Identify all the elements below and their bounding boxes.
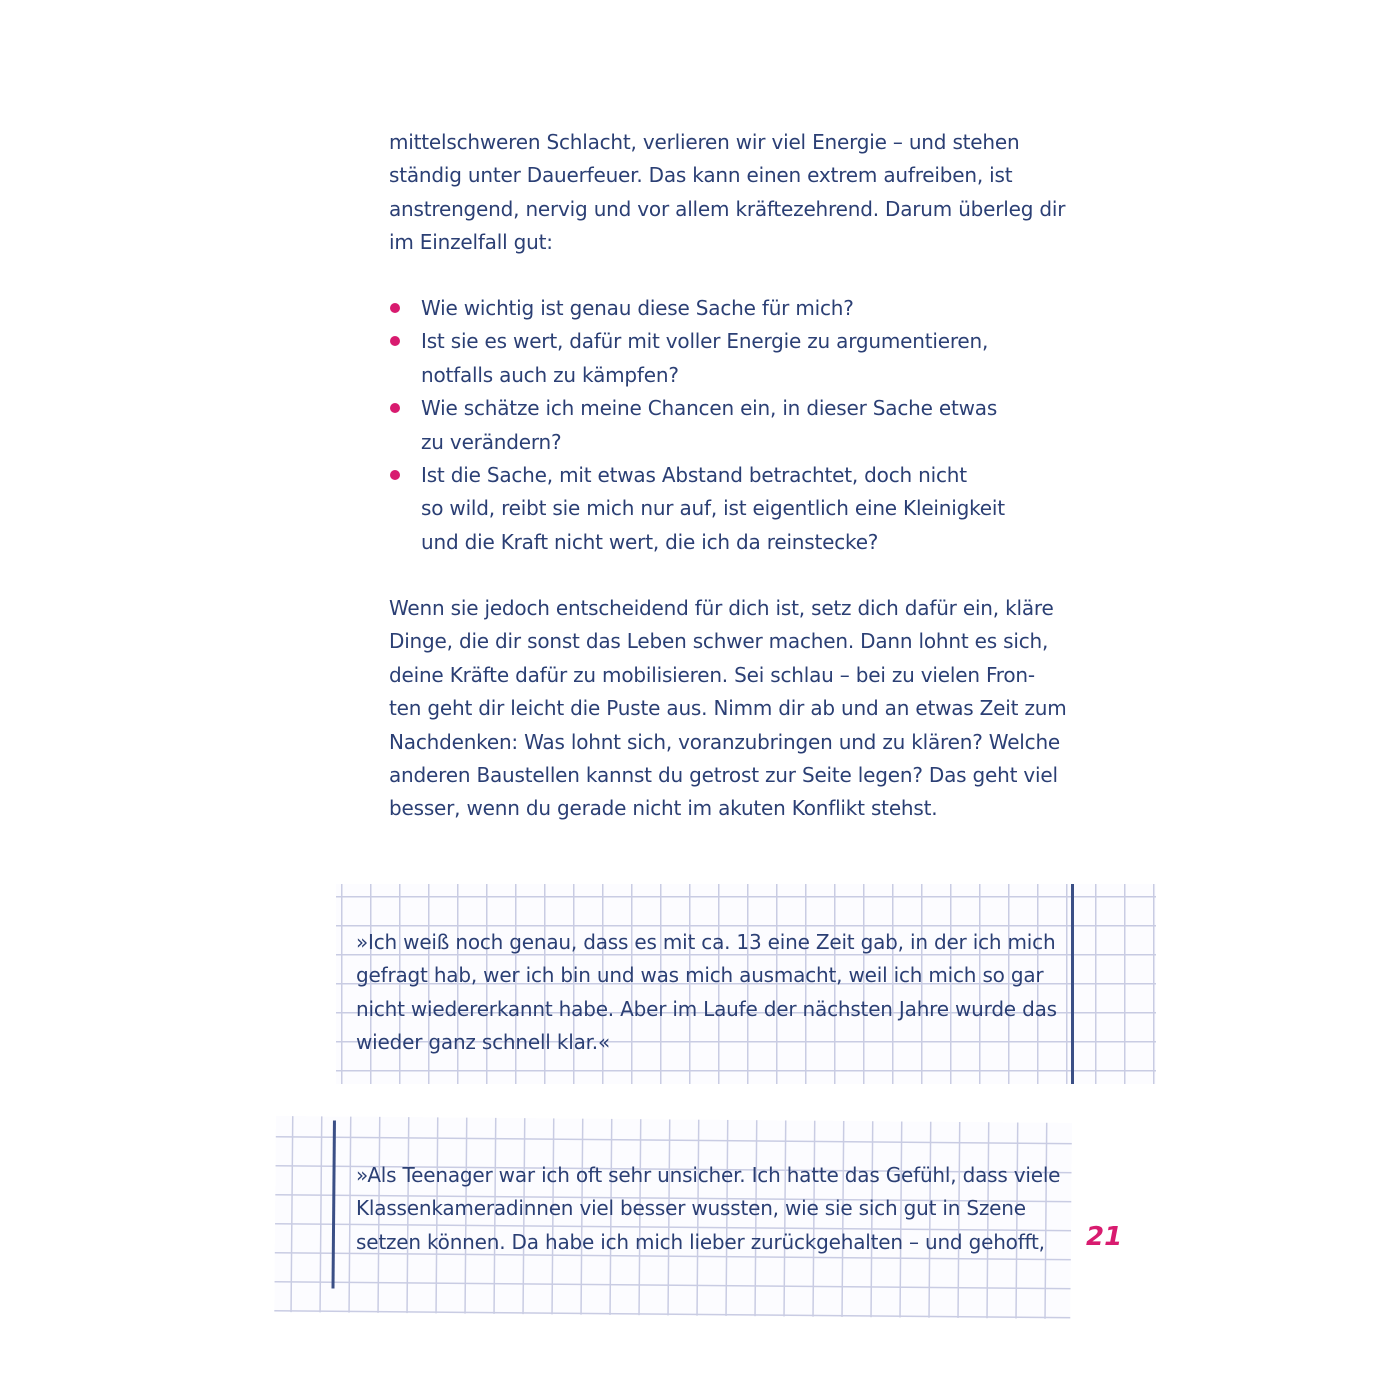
margin-line — [1071, 884, 1074, 1084]
text-line: Wie schätze ich meine Chancen ein, in dieser Sache etwas — [421, 396, 998, 421]
quote-line: nicht wiedererkannt habe. Aber im Laufe der nächsten Jahre wurde das — [356, 996, 1057, 1021]
text-line: so wild, reibt sie mich nur auf, ist eigentlich eine Kleinigkeit — [421, 496, 1005, 521]
text-line: Wie wichtig ist genau diese Sache für mich? — [421, 296, 854, 320]
quote-line: setzen können. Da habe ich mich lieber zurückgehalten – und gehofft, — [356, 1229, 1045, 1254]
quote-line: wieder ganz schnell klar.« — [356, 1030, 610, 1055]
quote-line: »Ich weiß noch genau, dass es mit ca. 13 eine Zeit gab, in der ich mich — [356, 930, 1056, 954]
quote-line: Klassenkameradinnen viel besser wussten, wie sie sich gut in Szene — [356, 1196, 1026, 1221]
quote-line: gefragt hab, wer ich bin und was mich ausmacht, weil ich mich so gar — [356, 963, 1044, 988]
margin-line — [331, 1120, 335, 1288]
quote-2 — [356, 1159, 1060, 1259]
paragraph-advice — [389, 592, 1069, 826]
list-item — [389, 292, 1069, 325]
bullet-dot-icon — [390, 403, 400, 413]
text-line: notfalls auch zu kämpfen? — [421, 362, 679, 387]
bullet-dot-icon — [390, 470, 400, 480]
text-line: anstrengend, nervig und vor allem kräftezehrend. Darum überleg dir — [389, 196, 1066, 221]
text-line: zu verändern? — [421, 429, 562, 454]
list-item — [389, 392, 1069, 459]
text-line: Wenn sie jedoch entscheidend für dich ist, setz dich dafür ein, kläre — [389, 596, 1054, 620]
paragraph-intro — [389, 126, 1069, 260]
text-line: ständig unter Dauerfeuer. Das kann einen extrem aufreiben, ist — [389, 163, 1013, 188]
text-line: Dinge, die dir sonst das Leben schwer machen. Dann lohnt es sich, — [389, 629, 1049, 654]
quote-1 — [356, 926, 1057, 1060]
text-line: und die Kraft nicht wert, die ich da reinstecke? — [421, 529, 879, 554]
quote-line: »Als Teenager war ich oft sehr unsicher. Ich hatte das Gefühl, dass viele — [356, 1163, 1061, 1187]
text-line: im Einzelfall gut: — [389, 230, 553, 255]
list-item — [389, 325, 1069, 392]
text-line: deine Kräfte dafür zu mobilisieren. Sei schlau – bei zu vielen Fron- — [389, 662, 1035, 687]
text-line: anderen Baustellen kannst du getrost zur Seite legen? Das geht viel — [389, 762, 1058, 787]
text-line: Nachdenken: Was lohnt sich, voranzubringen und zu klären? Welche — [389, 729, 1061, 754]
text-line: ten geht dir leicht die Puste aus. Nimm dir ab und an etwas Zeit zum — [389, 696, 1067, 721]
text-line: Ist sie es wert, dafür mit voller Energie zu argumentieren, — [421, 329, 989, 354]
bullet-dot-icon — [390, 303, 400, 313]
list-item — [389, 459, 1069, 559]
question-list — [389, 292, 1069, 559]
bullet-dot-icon — [390, 336, 400, 346]
text-line: besser, wenn du gerade nicht im akuten Konflikt stehst. — [389, 796, 938, 821]
text-line: Ist die Sache, mit etwas Abstand betrachtet, doch nicht — [421, 462, 967, 487]
page-number: 21 — [1086, 1222, 1123, 1252]
text-line: mittelschweren Schlacht, verlieren wir viel Energie – und stehen — [389, 130, 1020, 154]
